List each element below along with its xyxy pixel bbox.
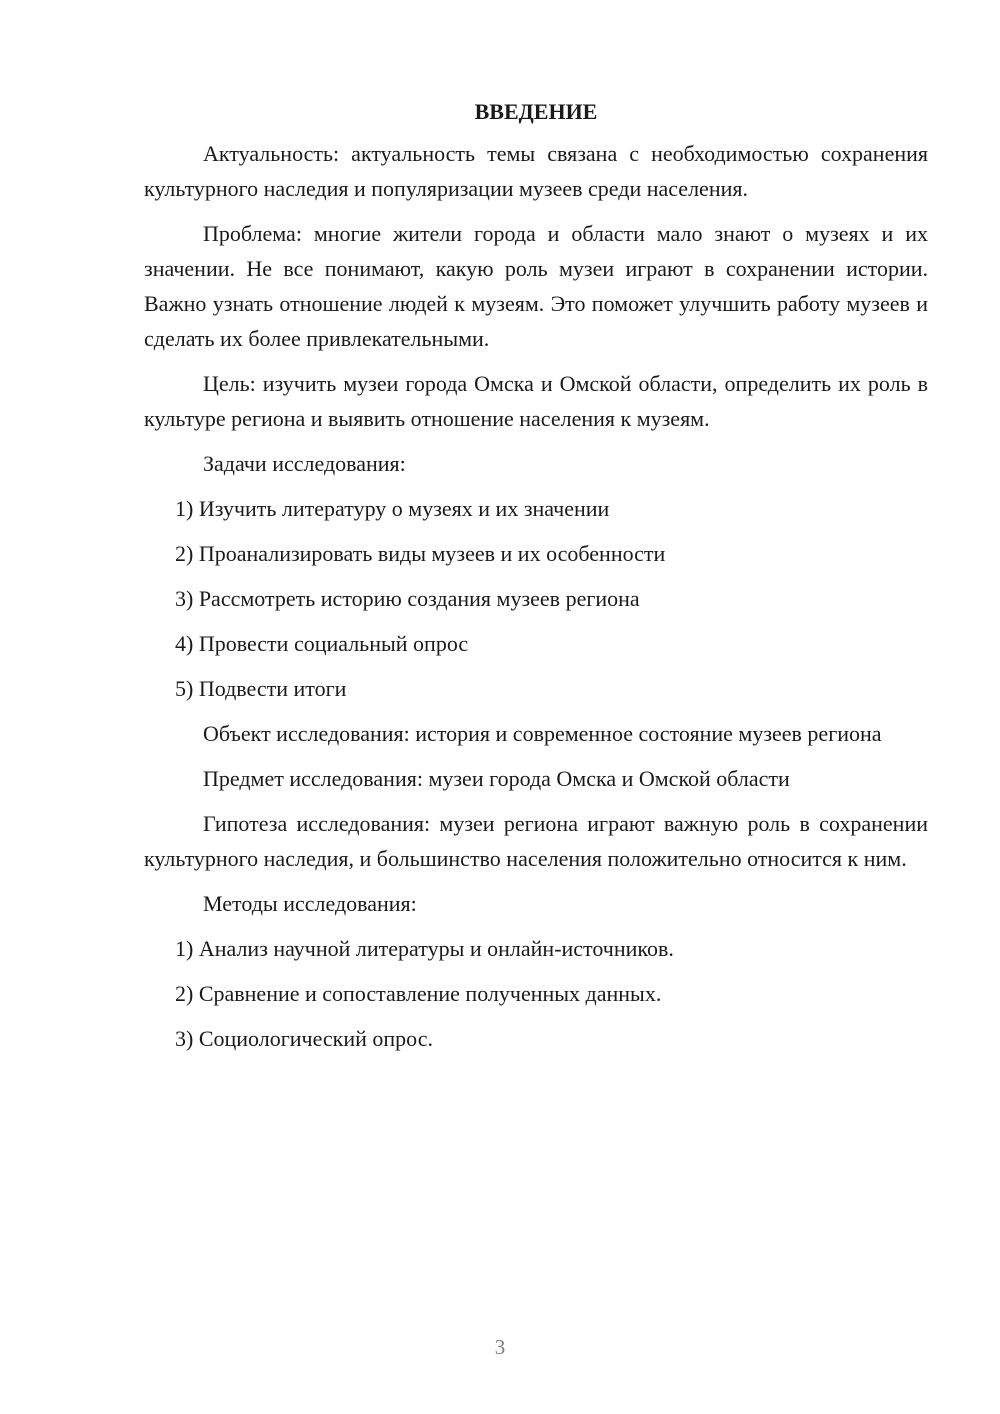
task-item: 2) Проанализировать виды музеев и их особенности bbox=[175, 541, 666, 566]
object-paragraph: Объект исследования: история и современное состояние музеев региона bbox=[203, 721, 882, 746]
hypothesis-paragraph: Гипотеза исследования: музеи региона играют важную роль в сохранении культурного наследия, и большинство населения положительно относится к ним. bbox=[144, 811, 928, 871]
subject-paragraph: Предмет исследования: музеи города Омска и Омской области bbox=[203, 766, 790, 791]
method-item: 3) Социологический опрос. bbox=[175, 1026, 433, 1051]
task-item: 3) Рассмотреть историю создания музеев региона bbox=[175, 586, 640, 611]
task-item: 5) Подвести итоги bbox=[175, 676, 347, 701]
page-content bbox=[144, 94, 928, 1066]
problem-paragraph: Проблема: многие жители города и области мало знают о музеях и их значении. Не все понимают, какую роль музеи играют в сохранении истории. Важно узнать отношение людей к музеям. Это поможет улучшить работу музеев и сделать их более привлекательными. bbox=[144, 221, 928, 351]
task-item: 4) Провести социальный опрос bbox=[175, 631, 469, 656]
page-title: ВВЕДЕНИЕ bbox=[474, 99, 598, 124]
methods-heading: Методы исследования: bbox=[203, 891, 417, 916]
page-number: 3 bbox=[494, 1335, 506, 1359]
goal-paragraph: Цель: изучить музеи города Омска и Омской области, определить их роль в культуре региона и выявить отношение населения к музеям. bbox=[144, 371, 928, 431]
relevance-paragraph: Актуальность: актуальность темы связана с необходимостью сохранения культурного наследия и популяризации музеев среди населения. bbox=[144, 141, 928, 201]
method-item: 1) Анализ научной литературы и онлайн-источников. bbox=[175, 936, 674, 961]
method-item: 2) Сравнение и сопоставление полученных данных. bbox=[175, 981, 662, 1006]
tasks-heading: Задачи исследования: bbox=[203, 451, 406, 476]
task-item: 1) Изучить литературу о музеях и их значении bbox=[175, 496, 610, 521]
